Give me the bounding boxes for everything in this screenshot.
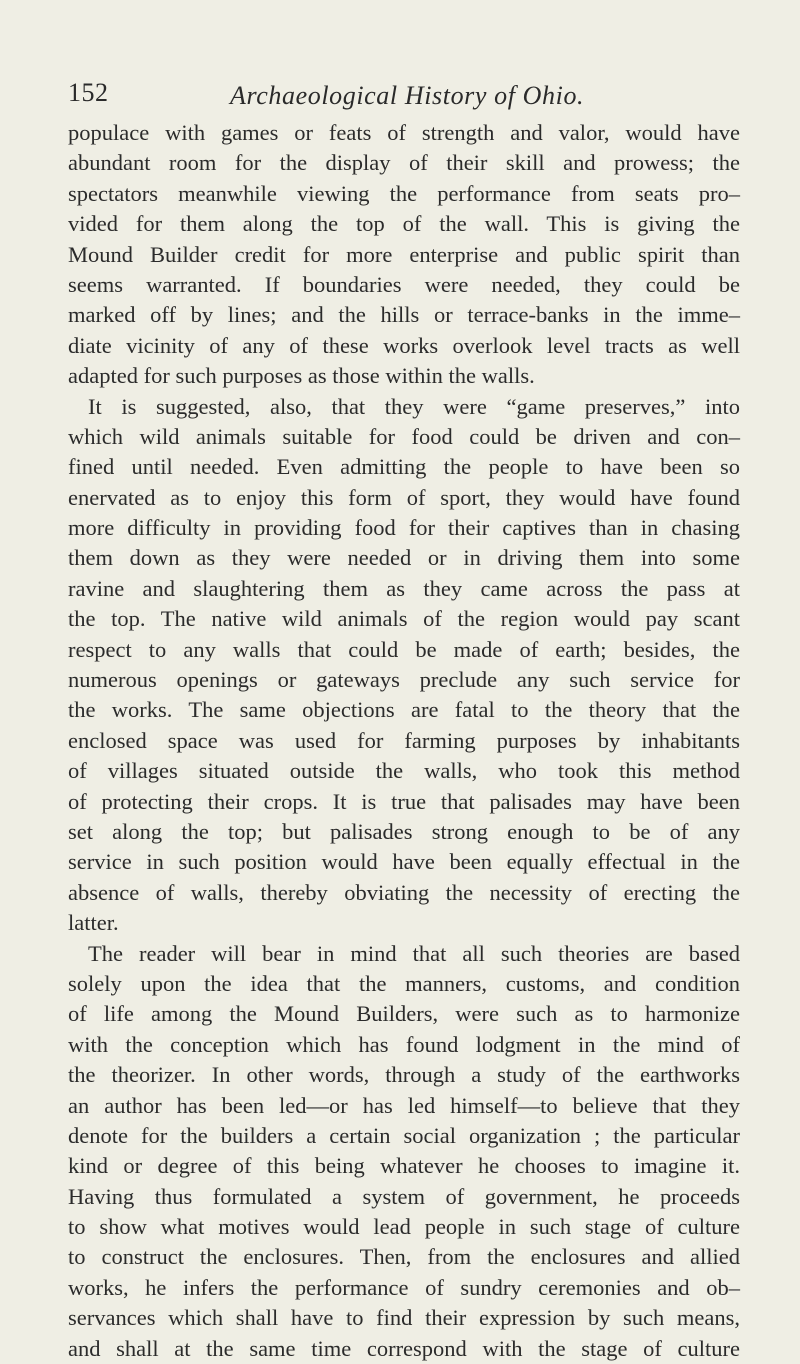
text-line: to show what motives would lead people in such stage of culture bbox=[68, 1214, 740, 1240]
page-header bbox=[68, 78, 740, 118]
text-line: denote for the builders a certain social organization ; the particular bbox=[68, 1122, 740, 1148]
text-line: vided for them along the top of the wall. This is giving the bbox=[68, 211, 740, 237]
text-line: Mound Builder credit for more enterprise and public spirit than bbox=[68, 241, 740, 267]
text-line: diate vicinity of any of these works overlook level tracts as well bbox=[68, 332, 740, 358]
text-line: the theorizer. In other words, through a study of the earthworks bbox=[68, 1062, 740, 1088]
text-line: service in such position would have been equally effectual in the bbox=[68, 849, 740, 875]
text-line: marked off by lines; and the hills or terrace-banks in the imme– bbox=[68, 302, 740, 328]
text-line: ravine and slaughtering them as they came across the pass at bbox=[68, 575, 740, 601]
text-line: Having thus formulated a system of government, he proceeds bbox=[68, 1183, 740, 1209]
text-line: populace with games or feats of strength and valor, would have bbox=[68, 120, 740, 145]
text-line: fined until needed. Even admitting the people to have been so bbox=[68, 454, 740, 480]
text-line: them down as they were needed or in driving them into some bbox=[68, 545, 740, 571]
text-line: the works. The same objections are fatal to the theory that the bbox=[68, 697, 740, 723]
body-text bbox=[68, 118, 740, 1364]
text-line: spectators meanwhile viewing the performance from seats pro– bbox=[68, 180, 740, 206]
text-line: enclosed space was used for farming purposes by inhabitants bbox=[68, 727, 740, 753]
running-title: Archaeological History of Ohio. bbox=[230, 81, 585, 110]
text-line: of villages situated outside the walls, who took this method bbox=[68, 758, 740, 784]
text-line: to construct the enclosures. Then, from the enclosures and allied bbox=[68, 1244, 740, 1270]
text-line: the top. The native wild animals of the region would pay scant bbox=[68, 606, 740, 632]
text-line: seems warranted. If boundaries were needed, they could be bbox=[68, 271, 740, 297]
text-line: numerous openings or gateways preclude any such service for bbox=[68, 667, 740, 693]
text-line: set along the top; but palisades strong enough to be of any bbox=[68, 818, 740, 844]
text-line: with the conception which has found lodgment in the mind of bbox=[68, 1031, 740, 1057]
text-line: works, he infers the performance of sundry ceremonies and ob– bbox=[68, 1274, 740, 1300]
text-line: which wild animals suitable for food could be driven and con– bbox=[68, 423, 740, 449]
text-line: solely upon the idea that the manners, customs, and condition bbox=[68, 970, 740, 996]
text-line: absence of walls, thereby obviating the necessity of erecting the bbox=[68, 879, 740, 905]
text-line: of life among the Mound Builders, were such as to harmonize bbox=[68, 1001, 740, 1027]
text-line: an author has been led—or has led himself—to believe that they bbox=[68, 1092, 740, 1118]
text-line: abundant room for the display of their skill and prowess; the bbox=[68, 150, 740, 176]
text-line: It is suggested, also, that they were “game preserves,” into bbox=[88, 393, 740, 419]
text-line: adapted for such purposes as those within the walls. bbox=[68, 363, 535, 389]
text-line: of protecting their crops. It is true that palisades may have been bbox=[68, 788, 740, 814]
page-number: 152 bbox=[68, 78, 109, 107]
text-line: servances which shall have to find their expression by such means, bbox=[68, 1305, 740, 1331]
text-line: enervated as to enjoy this form of sport, they would have found bbox=[68, 484, 740, 510]
text-line: latter. bbox=[68, 910, 119, 936]
text-line: more difficulty in providing food for their captives than in chasing bbox=[68, 515, 740, 541]
text-line: The reader will bear in mind that all such theories are based bbox=[88, 940, 740, 966]
text-line: and shall at the same time correspond with the stage of culture bbox=[68, 1335, 740, 1361]
text-line: respect to any walls that could be made of earth; besides, the bbox=[68, 636, 740, 662]
text-line: kind or degree of this being whatever he chooses to imagine it. bbox=[68, 1153, 740, 1179]
